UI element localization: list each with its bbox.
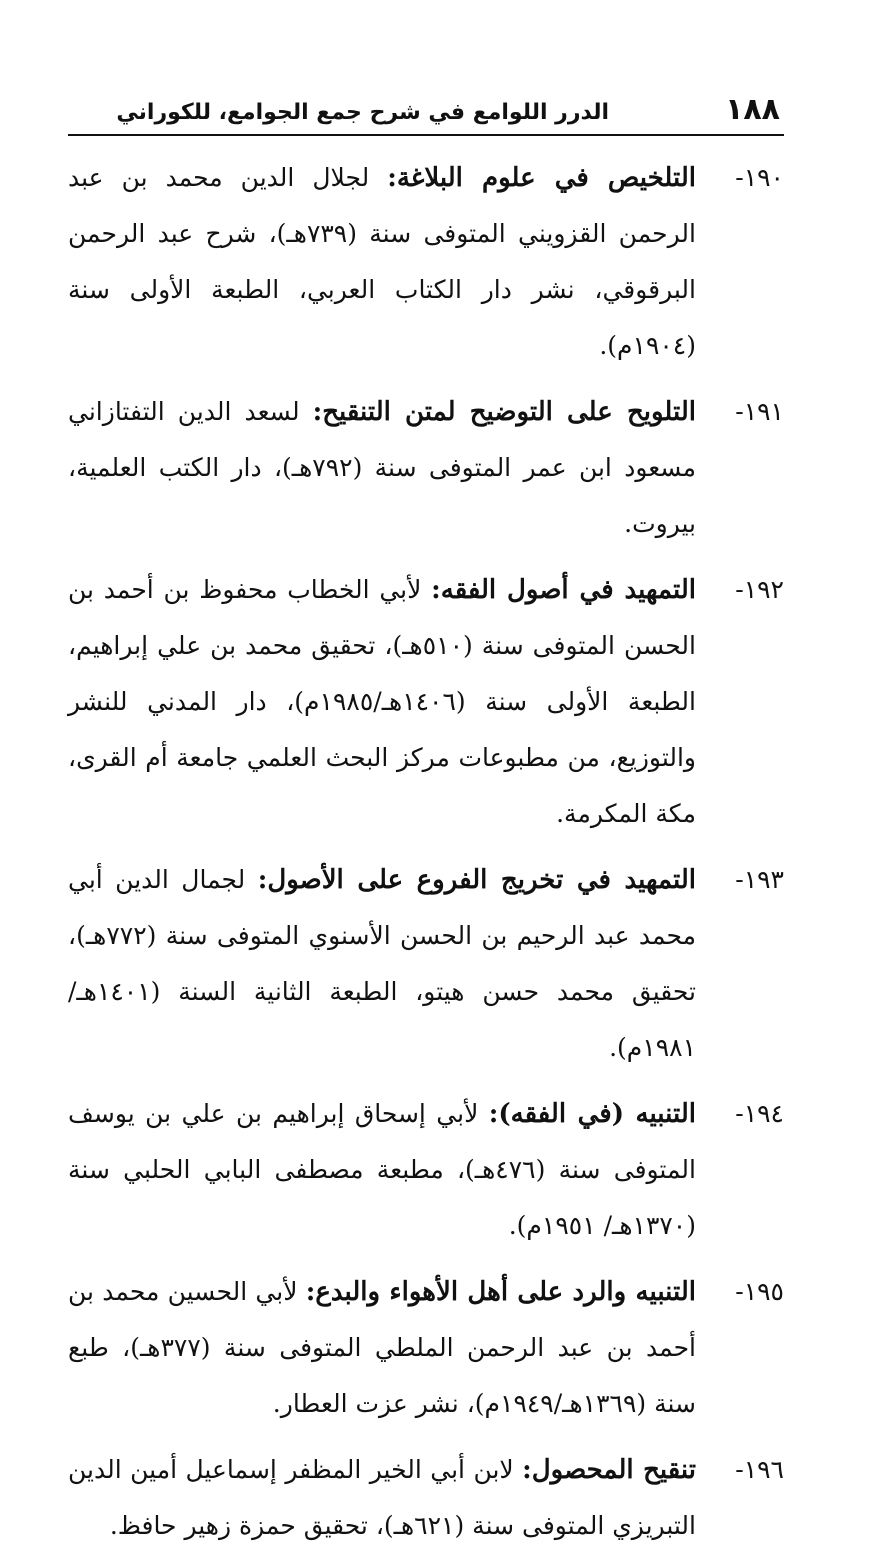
bibliography-entry xyxy=(68,1442,784,1554)
entry-text xyxy=(68,852,696,1076)
entry-number: ١٩٥- xyxy=(735,1277,784,1306)
bibliography-list xyxy=(68,150,784,1564)
entry-body: لجلال الدين محمد بن عبد الرحمن القزويني المتوفى سنة (٧٣٩هـ)، شرح عبد الرحمن البرقوقي، نشر دار الكتاب العربي، الطبعة الأولى سنة (١٩٠٤م). xyxy=(68,163,696,360)
entry-number: ١٩٣- xyxy=(735,865,784,894)
entry-body: لابن أبي الخير المظفر إسماعيل أمين الدين التبريزي المتوفى سنة (٦٢١هـ)، تحقيق حمزة زهير حافظ. xyxy=(68,1455,696,1540)
entry-text xyxy=(68,1264,696,1432)
entry-body: لأبي الخطاب محفوظ بن أحمد بن الحسن المتوفى سنة (٥١٠هـ)، تحقيق محمد بن علي إبراهيم، الطبعة الأولى سنة (١٤٠٦هـ/١٩٨٥م)، دار المدني للنشر والتوزيع، من مطبوعات مركز البحث العلمي جامعة أم القرى، مكة المكرمة. xyxy=(68,575,696,828)
entry-title: التنبيه والرد على أهل الأهواء والبدع: xyxy=(305,1277,697,1307)
entry-number: ١٩٤- xyxy=(735,1099,784,1128)
entry-title: التلويح على التوضيح لمتن التنقيح: xyxy=(312,397,696,427)
bibliography-entry xyxy=(68,852,784,1076)
entry-body: لسعد الدين التفتازاني مسعود ابن عمر المتوفى سنة (٧٩٢هـ)، دار الكتب العلمية، بيروت. xyxy=(68,397,696,538)
page-number: ١٨٨ xyxy=(725,92,780,127)
entry-number: ١٩١- xyxy=(735,397,784,426)
bibliography-entry xyxy=(68,562,784,842)
entry-title: التمهيد في تخريج الفروع على الأصول: xyxy=(257,865,697,895)
entry-text xyxy=(68,562,696,842)
bibliography-entry xyxy=(68,384,784,552)
bibliography-entry xyxy=(68,150,784,374)
entry-text xyxy=(68,1442,696,1554)
entry-title: التنبيه (في الفقه): xyxy=(488,1099,696,1129)
page-header xyxy=(68,88,784,136)
entry-text xyxy=(68,1086,696,1254)
entry-body: لأبي الحسين محمد بن أحمد بن عبد الرحمن الملطي المتوفى سنة (٣٧٧هـ)، طبع سنة (١٣٦٩هـ/١٩٤٩م)، نشر عزت العطار. xyxy=(68,1277,696,1418)
entry-title: التمهيد في أصول الفقه: xyxy=(431,575,696,605)
entry-body: لجمال الدين أبي محمد عبد الرحيم بن الحسن الأسنوي المتوفى سنة (٧٧٢هـ)، تحقيق محمد حسن هيتو، الطبعة الثانية السنة (١٤٠١هـ/١٩٨١م). xyxy=(68,865,696,1062)
running-title: الدرر اللوامع في شرح جمع الجوامع، للكوراني xyxy=(116,100,609,125)
entry-title: التلخيص في علوم البلاغة: xyxy=(387,163,697,193)
entry-title: تنقيح المحصول: xyxy=(522,1455,697,1485)
entry-number: ١٩٢- xyxy=(735,575,784,604)
entry-text xyxy=(68,384,696,552)
entry-body: لأبي إسحاق إبراهيم بن علي بن يوسف المتوفى سنة (٤٧٦هـ)، مطبعة مصطفى البابي الحلبي سنة (١٣٧٠هـ/ ١٩٥١م). xyxy=(68,1099,696,1240)
entry-number: ١٩٠- xyxy=(735,163,784,192)
entry-number: ١٩٦- xyxy=(735,1455,784,1484)
bibliography-entry xyxy=(68,1264,784,1432)
entry-text xyxy=(68,150,696,374)
bibliography-entry xyxy=(68,1086,784,1254)
